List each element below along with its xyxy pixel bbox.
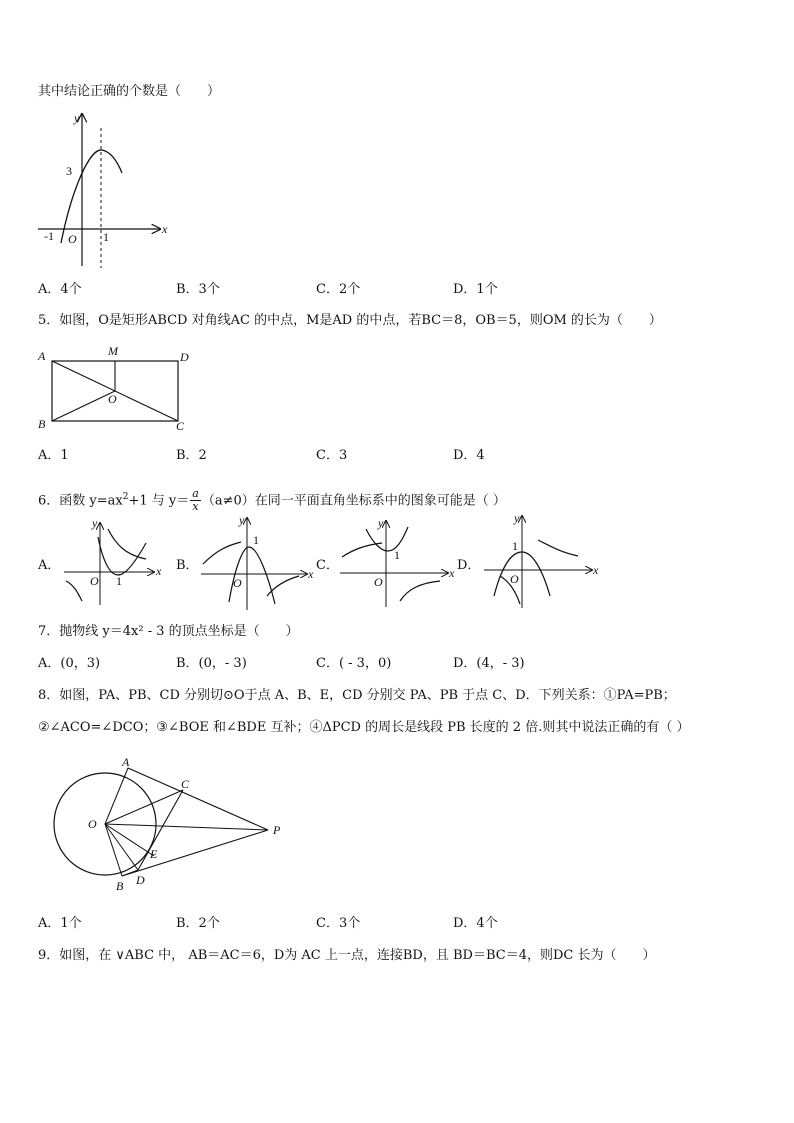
svg-text:P: P (273, 823, 281, 837)
svg-text:A: A (38, 349, 46, 363)
svg-text:M: M (108, 344, 118, 358)
svg-text:O: O (233, 576, 242, 590)
y-label: y (74, 111, 80, 125)
label-1: 1 (103, 230, 109, 244)
svg-text:C: C (176, 419, 185, 433)
svg-text:O: O (90, 574, 99, 588)
q6-label-c: C． (316, 558, 339, 573)
q5-option-d: D．4 (453, 448, 485, 463)
svg-text:1: 1 (512, 539, 518, 553)
q5-option-c: C．3 (316, 448, 348, 463)
option-c: C．2个 (316, 282, 361, 297)
svg-text:O: O (374, 575, 383, 589)
q6-label-b: B． (176, 558, 199, 573)
q7-option-a: A．(0，3) (38, 656, 101, 671)
q6-label-d: D． (457, 558, 481, 573)
svg-text:y: y (514, 511, 520, 525)
svg-text:D: D (180, 350, 189, 364)
q5-option-a: A．1 (38, 448, 69, 463)
q5-option-b: B．2 (176, 448, 207, 463)
svg-text:B: B (38, 417, 46, 431)
option-b: B．3个 (176, 282, 220, 297)
q8-option-d: D．4个 (453, 916, 498, 931)
svg-text:1: 1 (116, 574, 122, 588)
parabola-figure (30, 108, 180, 273)
svg-text:E: E (150, 847, 158, 861)
svg-text:x: x (593, 563, 599, 577)
fraction-a-over-x: $\frac{a}{x}$ (192, 487, 199, 514)
svg-text:1: 1 (394, 548, 400, 562)
question-7-text: 7．抛物线 y＝4x² - 3 的顶点坐标是（ ） (38, 624, 299, 639)
q7-option-b: B．(0，- 3) (176, 656, 247, 671)
svg-text:1: 1 (253, 533, 259, 547)
q6-label-a: A． (38, 558, 61, 573)
svg-text:D: D (136, 873, 145, 887)
q6-graph-c (336, 515, 461, 610)
label-3: 3 (66, 164, 72, 178)
svg-text:y: y (378, 516, 384, 530)
q6-graph-a (60, 515, 170, 610)
svg-text:x: x (449, 566, 455, 580)
question-8-line1: 8．如图，PA、PB、CD 分别切⊙O于点 A、B、E，CD 分别交 PA、PB 于点 C、D．下列关系：①PA=PB； (38, 688, 676, 703)
circle-tangent-figure (50, 752, 300, 897)
q6-graph-d (480, 510, 605, 610)
svg-text:y: y (92, 516, 98, 530)
x-label: x (162, 222, 168, 236)
question-8-line2: ②∠ACO=∠DCO；③∠BOE 和∠BDE 互补；④ΔPCD 的周长是线段 PB 长度的 2 倍.则其中说法正确的有（ ） (38, 720, 690, 735)
question-intro: 其中结论正确的个数是（ ） (38, 84, 221, 99)
svg-text:y: y (239, 513, 245, 527)
label-origin: O (68, 232, 77, 246)
question-6-text: 6．函数 $y=ax^2+1$ 与 y＝ $\frac{a}{x}$ （a≠0）在同一平面直角坐标系中的图象可能是（ ） (38, 487, 506, 514)
svg-text:B: B (116, 879, 124, 893)
svg-text:O: O (510, 572, 519, 586)
rectangle-figure (30, 340, 200, 435)
svg-text:x: x (308, 567, 314, 581)
option-a: A．4个 (38, 282, 82, 297)
svg-text:O: O (88, 817, 97, 831)
q7-option-d: D．(4，- 3) (453, 656, 525, 671)
label-neg1: -1 (44, 229, 54, 243)
svg-text:x: x (156, 564, 162, 578)
question-5-text: 5．如图，O是矩形ABCD 对角线AC 的中点，M是AD 的中点，若BC＝8，OB＝5，则OM 的长为（ ） (38, 313, 662, 328)
q7-option-c: C．( - 3，0) (316, 656, 392, 671)
svg-text:A: A (122, 755, 130, 769)
svg-text:O: O (108, 392, 117, 406)
svg-text:C: C (181, 777, 190, 791)
q8-option-c: C．3个 (316, 916, 361, 931)
q6-graph-b (195, 512, 320, 612)
option-d: D．1个 (453, 282, 498, 297)
q8-option-b: B．2个 (176, 916, 220, 931)
q8-option-a: A．1个 (38, 916, 82, 931)
question-9-text: 9．如图，在 ∨ABC 中， AB＝AC＝6，D为 AC 上一点，连接BD，且 BD＝BC＝4，则DC 长为（ ） (38, 948, 656, 963)
